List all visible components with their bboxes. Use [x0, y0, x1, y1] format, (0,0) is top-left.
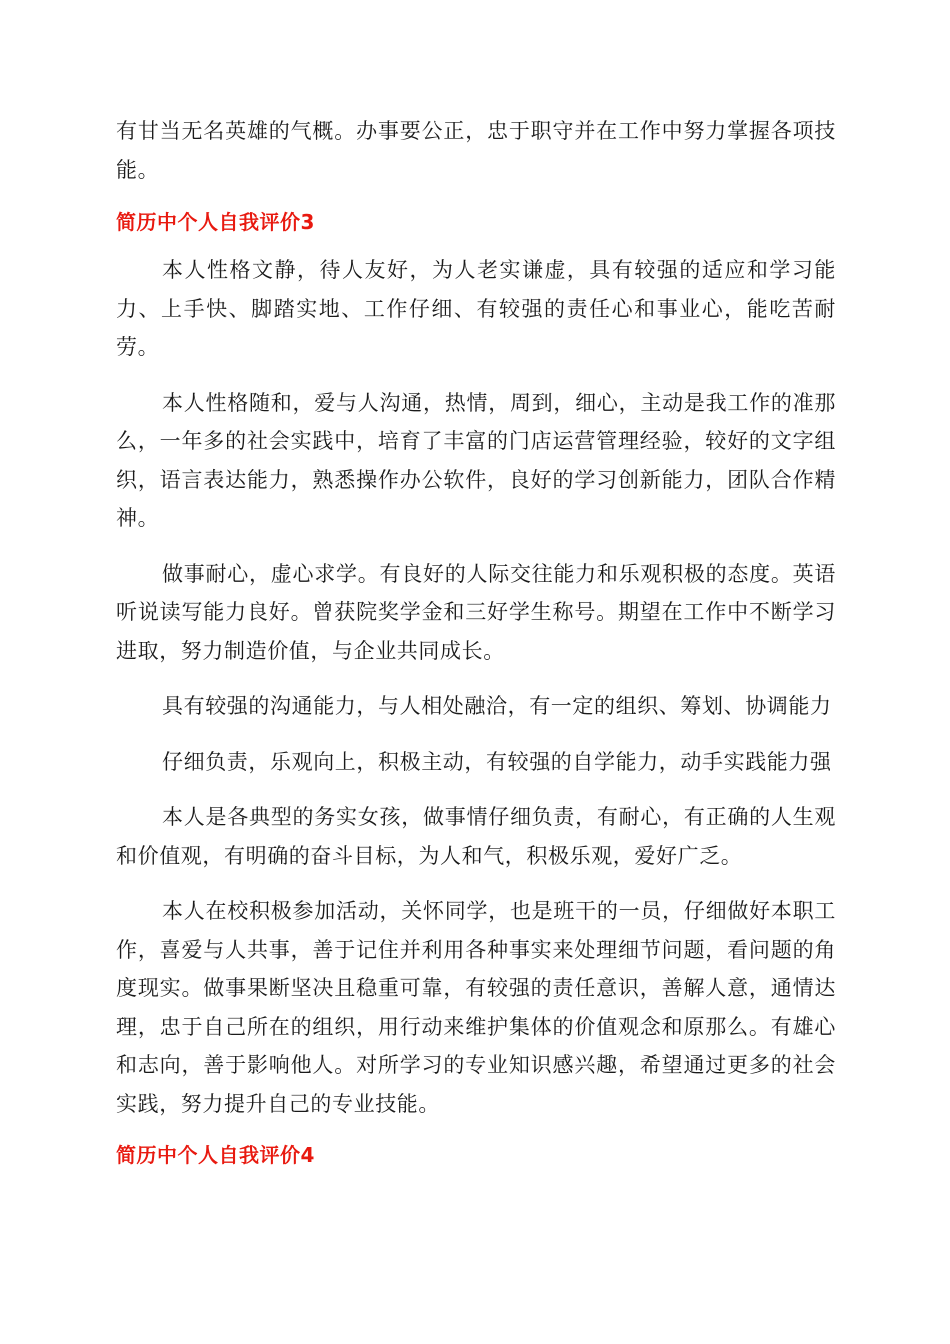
section-3-paragraph-5: 仔细负责，乐观向上，积极主动，有较强的自学能力，动手实践能力强: [162, 749, 832, 774]
document-page: [116, 112, 836, 1170]
section-3-heading: 简历中个人自我评价3: [116, 210, 315, 234]
section-3-paragraph-6: 本人是各典型的务实女孩，做事情仔细负责，有耐心，有正确的人生观和价值观，有明确的奋斗目标，为人和气，积极乐观，爱好广乏。: [116, 805, 836, 868]
section-3-paragraph-3: 做事耐心，虚心求学。有良好的人际交往能力和乐观积极的态度。英语听说读写能力良好。曾获院奖学金和三好学生称号。期望在工作中不断学习进取，努力制造价值，与企业共同成长。: [116, 561, 836, 663]
section-3-paragraph-4: 具有较强的沟通能力，与人相处融洽，有一定的组织、筹划、协调能力: [162, 694, 832, 718]
section-3-paragraph-1: 本人性格文静，待人友好，为人老实谦虚，具有较强的适应和学习能力、上手快、脚踏实地、工作仔细、有较强的责任心和事业心，能吃苦耐劳。: [116, 258, 836, 359]
section-4-heading: 简历中个人自我评价4: [116, 1143, 315, 1167]
section-3-paragraph-2: 本人性格随和，爱与人沟通，热情，周到，细心，主动是我工作的准那么，一年多的社会实践中，培育了丰富的门店运营管理经验，较好的文字组织，语言表达能力，熟悉操作办公软件，良好的学习创新能力，团队合作精神。: [116, 390, 836, 530]
intro-paragraph: 有甘当无名英雄的气概。办事要公正，忠于职守并在工作中努力掌握各项技能。: [116, 119, 836, 182]
section-3-paragraph-7: 本人在校积极参加活动，关怀同学，也是班干的一员，仔细做好本职工作，喜爱与人共事，善于记住并利用各种事实来处理细节问题，看问题的角度现实。做事果断坚决且稳重可靠，有较强的责任意识，善解人意，通情达理，忠于自己所在的组织，用行动来维护集体的价值观念和原那么。有雄心和志向，善于影响他人。对所学习的专业知识感兴趣，希望通过更多的社会实践，努力提升自己的专业技能。: [116, 899, 836, 1116]
